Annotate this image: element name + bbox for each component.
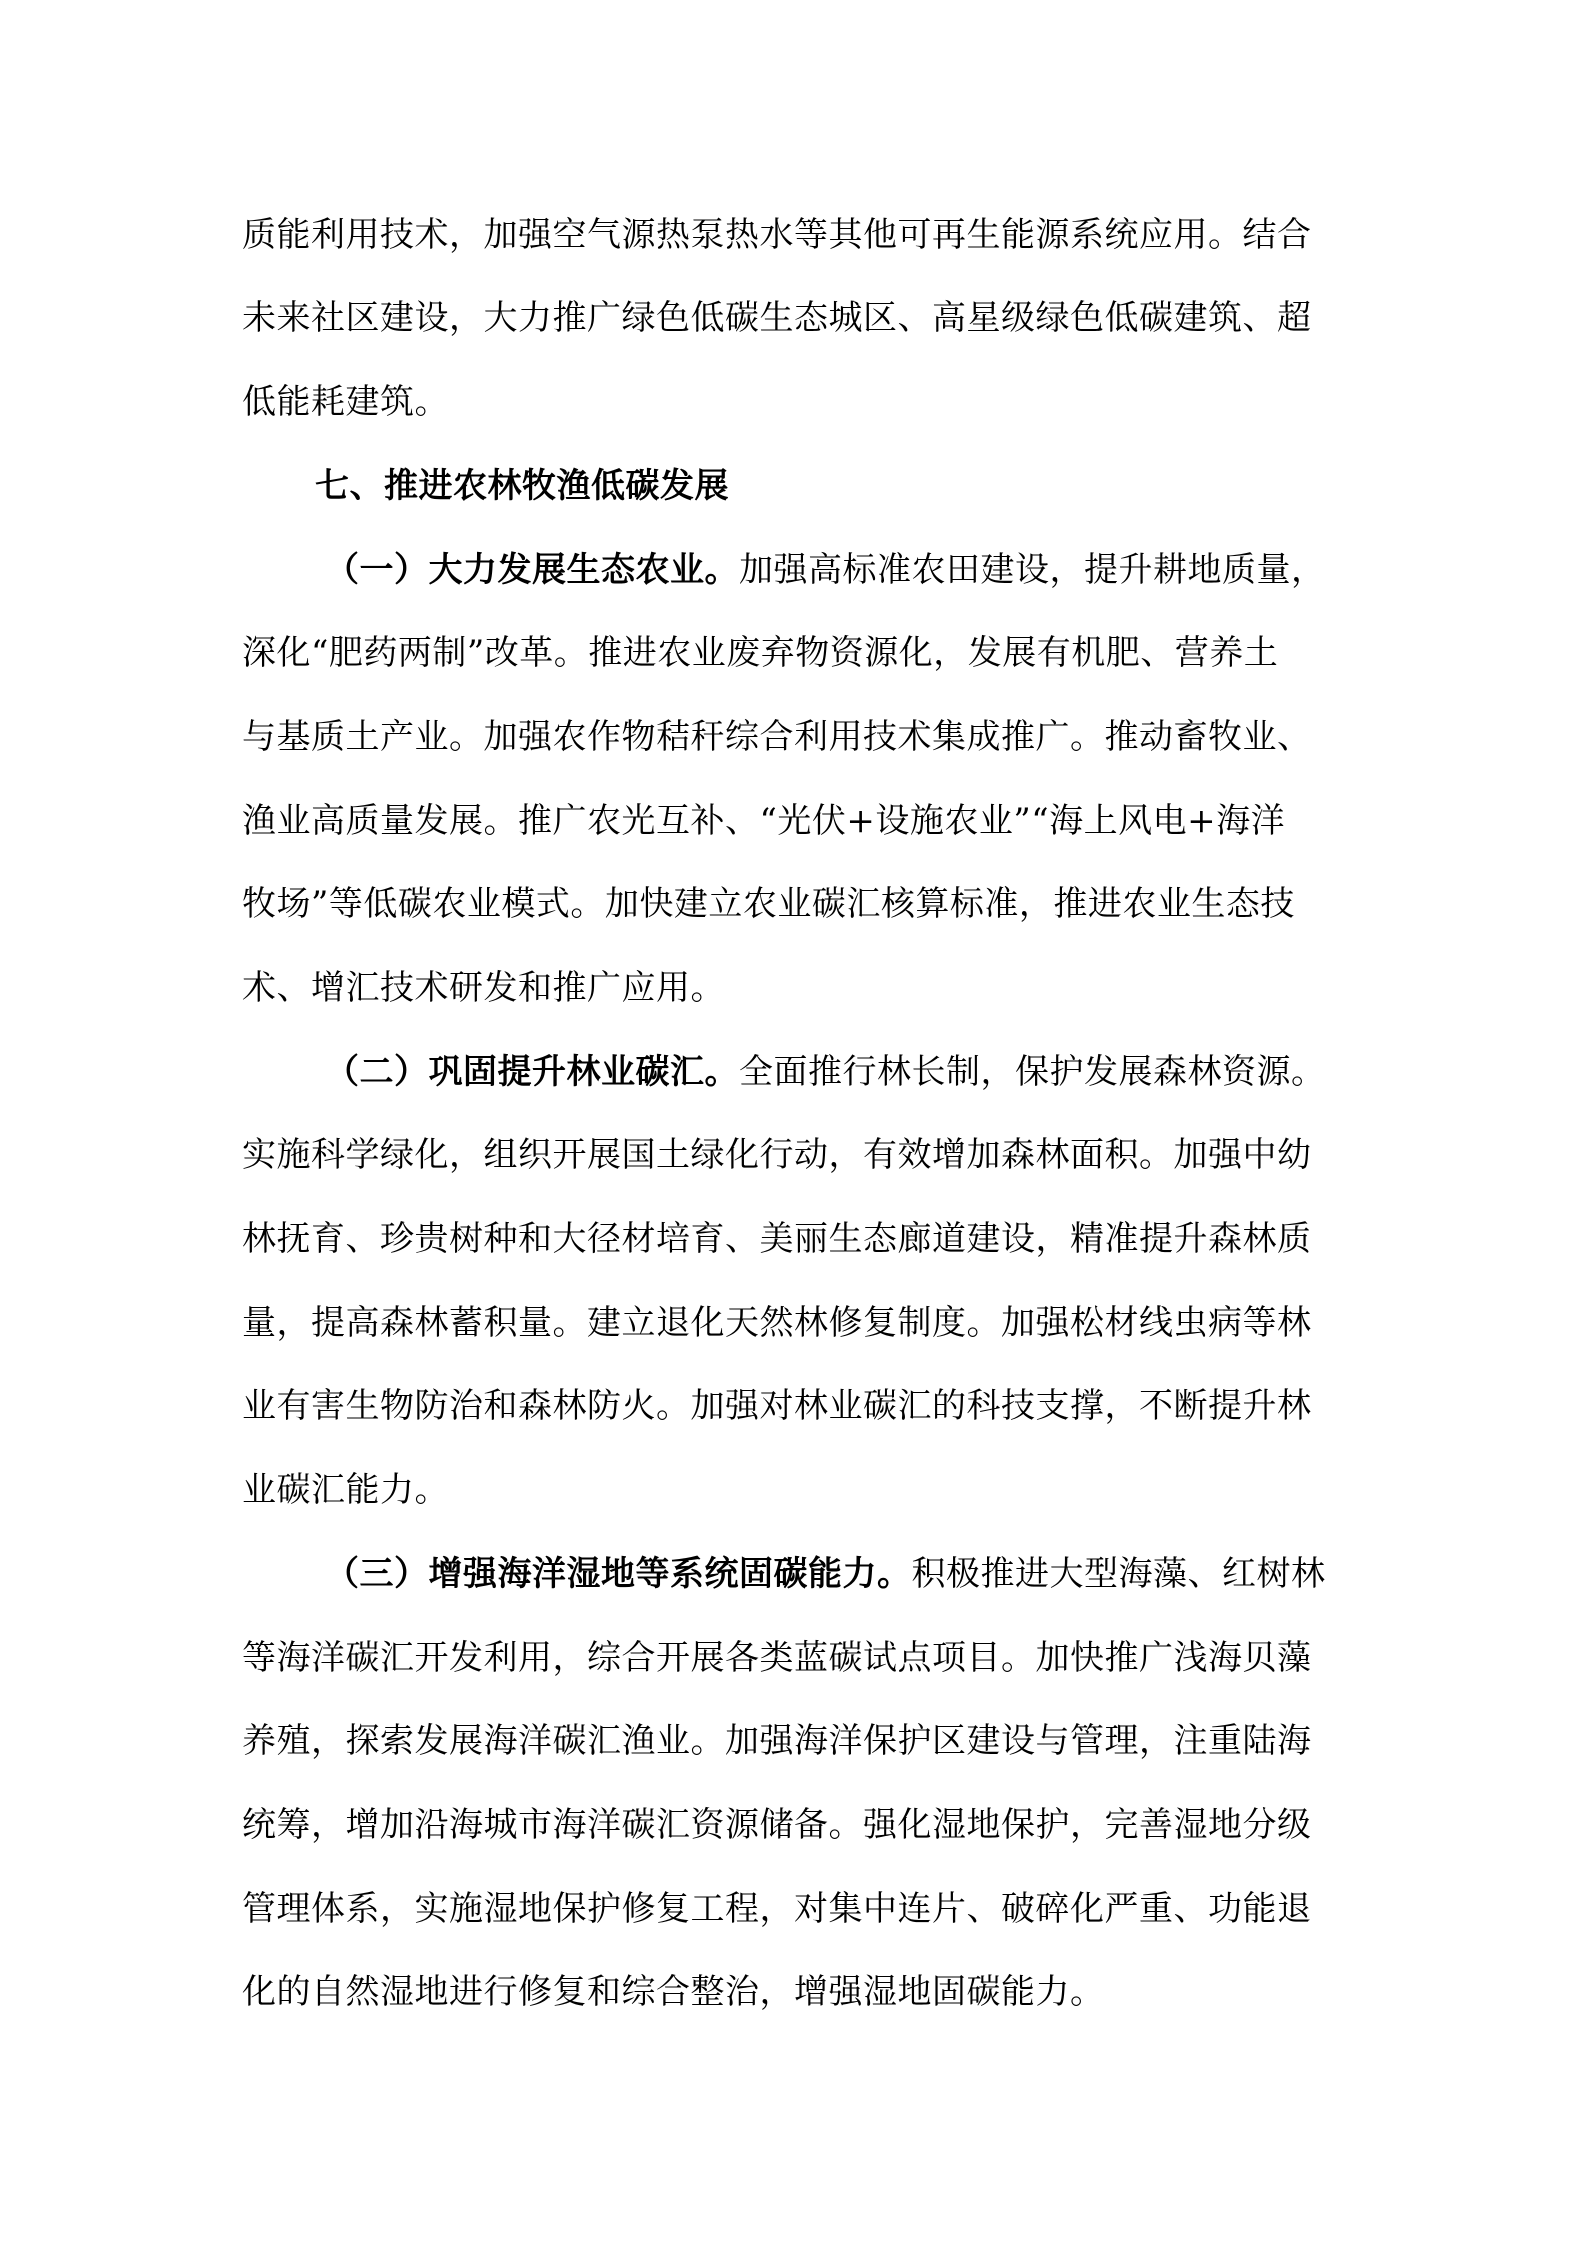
para3-line-1 [325, 1554, 1326, 1594]
para3-line-6: 化的自然湿地进行修复和综合整治，增强湿地固碳能力。 [242, 1972, 1105, 2012]
para1-line-6: 术、增汇技术研发和推广应用。 [242, 968, 725, 1008]
para3-first-rest: 积极推进大型海藻、红树林 [911, 1554, 1326, 1594]
para1-line-1 [325, 550, 1326, 590]
para1-line-5: 牧场”等低碳农业模式。加快建立农业碳汇核算标准，推进农业生态技 [242, 884, 1295, 924]
para1-lead: （一）大力发展生态农业。 [325, 550, 739, 590]
para2-first-rest: 全面推行林长制，保护发展森林资源。 [739, 1052, 1326, 1092]
section-heading: 七、推进农林牧渔低碳发展 [315, 466, 729, 506]
para2-line-3: 林抚育、珍贵树种和大径材培育、美丽生态廊道建设，精准提升森林质 [242, 1219, 1312, 1259]
para0-line-1: 质能利用技术，加强空气源热泵热水等其他可再生能源系统应用。结合 [242, 215, 1312, 255]
para2-line-5: 业有害生物防治和森林防火。加强对林业碳汇的科技支撑，不断提升林 [242, 1386, 1312, 1426]
para3-line-2: 等海洋碳汇开发利用，综合开展各类蓝碳试点项目。加快推广浅海贝藻 [242, 1638, 1312, 1678]
para3-lead: （三）增强海洋湿地等系统固碳能力。 [325, 1554, 912, 1594]
para1-first-rest: 加强高标准农田建设，提升耕地质量， [739, 550, 1326, 590]
para3-line-4: 统筹，增加沿海城市海洋碳汇资源储备。强化湿地保护，完善湿地分级 [242, 1805, 1312, 1845]
para2-line-1 [325, 1052, 1326, 1092]
para0-line-2: 未来社区建设，大力推广绿色低碳生态城区、高星级绿色低碳建筑、超 [242, 298, 1312, 338]
para2-line-2: 实施科学绿化，组织开展国土绿化行动，有效增加森林面积。加强中幼 [242, 1135, 1312, 1175]
para2-line-6: 业碳汇能力。 [242, 1470, 449, 1510]
para3-line-3: 养殖，探索发展海洋碳汇渔业。加强海洋保护区建设与管理，注重陆海 [242, 1721, 1312, 1761]
para0-line-3: 低能耗建筑。 [242, 382, 449, 422]
para1-line-2: 深化“肥药两制”改革。推进农业废弃物资源化，发展有机肥、营养土 [242, 633, 1279, 673]
para2-lead: （二）巩固提升林业碳汇。 [325, 1052, 739, 1092]
para2-line-4: 量，提高森林蓄积量。建立退化天然林修复制度。加强松材线虫病等林 [242, 1303, 1312, 1343]
para1-line-4: 渔业高质量发展。推广农光互补、“光伏+设施农业”“海上风电+海洋 [242, 801, 1286, 841]
para1-line-3: 与基质土产业。加强农作物秸秆综合利用技术集成推广。推动畜牧业、 [242, 717, 1312, 757]
para3-line-5: 管理体系，实施湿地保护修复工程，对集中连片、破碎化严重、功能退 [242, 1889, 1312, 1929]
